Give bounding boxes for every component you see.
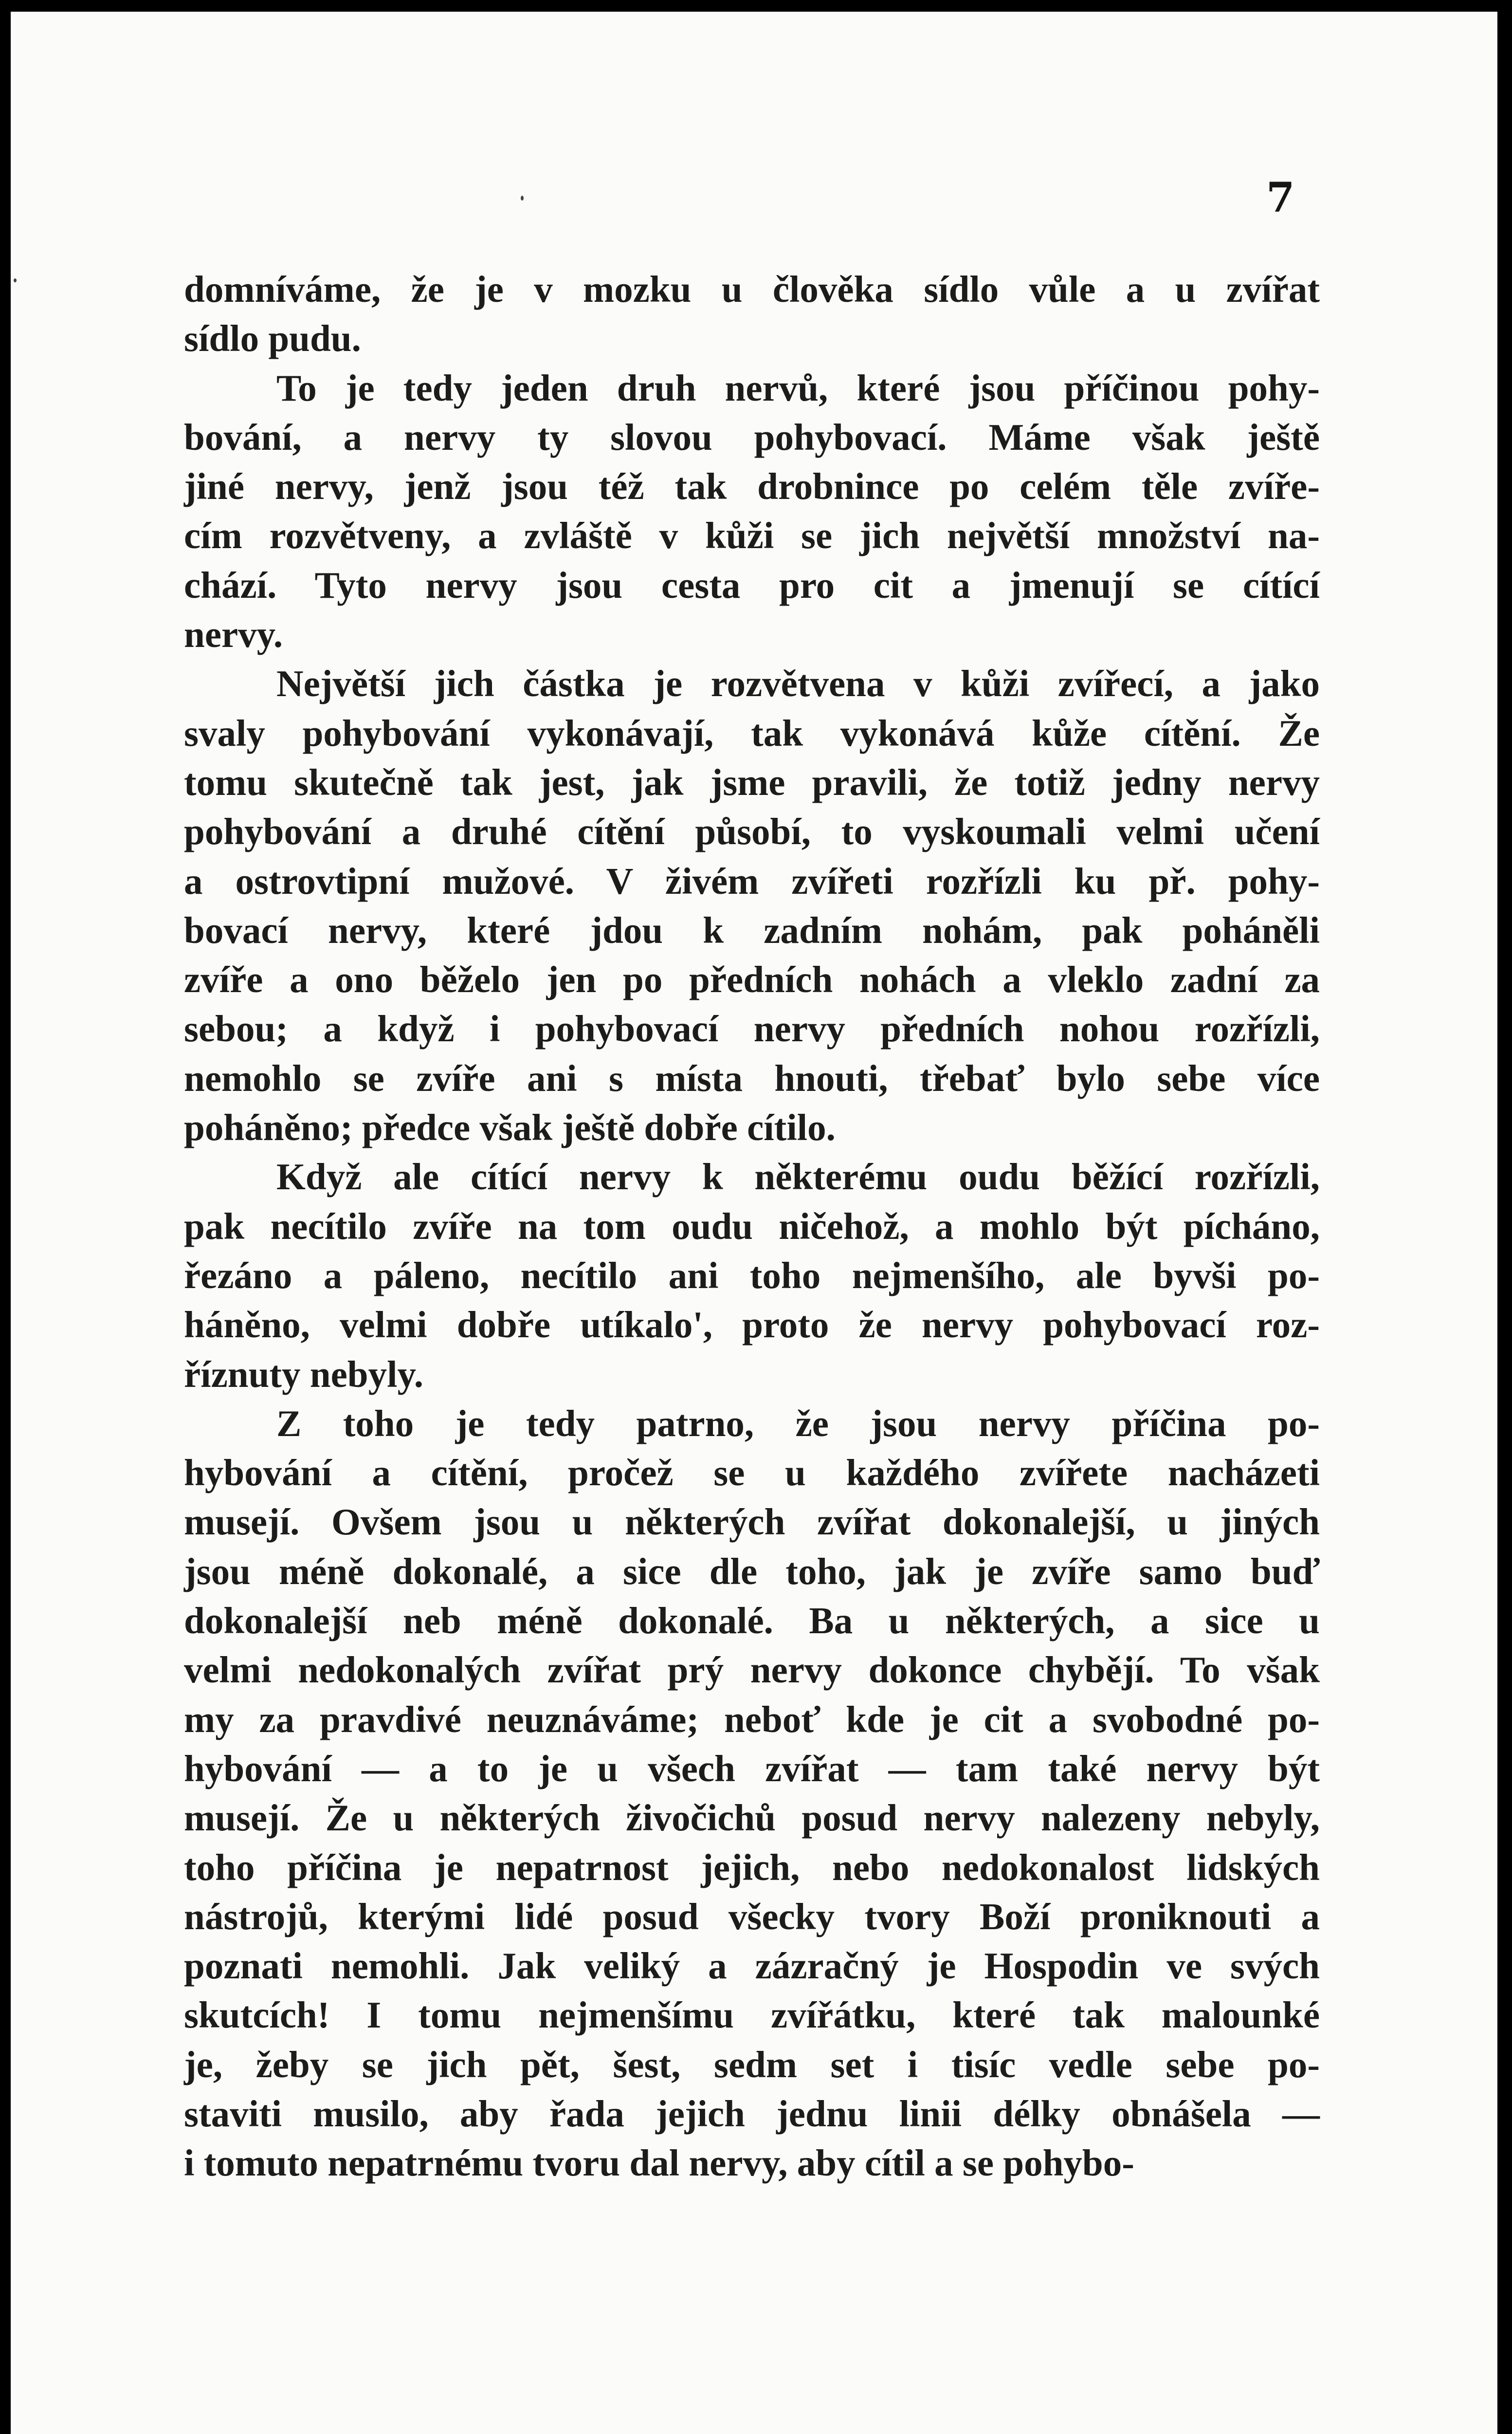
text-line: Z toho je tedy patrno, že jsou nervy příčina po- (276, 1402, 1320, 1444)
text-line: zvíře a ono běželo jen po předních nohách a vleklo zadní za (184, 959, 1320, 1001)
text-line: nástrojů, kterými lidé posud všecky tvory Boží proniknouti a (184, 1895, 1320, 1937)
text-line: pohybování a druhé cítění působí, to vyskoumali velmi učení (184, 811, 1320, 853)
text-line: skutcích! I tomu nejmenšímu zvířátku, které tak malounké (184, 1994, 1320, 2036)
book-page (11, 12, 1497, 2434)
text-line: háněno, velmi dobře utíkalo', proto že nervy pohybovací roz- (184, 1304, 1320, 1346)
text-line: Když ale cítící nervy k některému oudu běžící rozřízli, (276, 1156, 1320, 1198)
paragraph (184, 265, 1320, 364)
text-line: jiné nervy, jenž jsou též tak drobnince po celém těle zvíře- (184, 465, 1320, 508)
text-line: sídlo pudu. (184, 317, 361, 360)
text-line: poháněno; předce však ještě dobře cítilo. (184, 1106, 836, 1149)
print-speck (14, 278, 17, 282)
text-line: říznuty nebyly. (184, 1353, 424, 1395)
text-line: musejí. Že u některých živočichů posud nervy nalezeny nebyly, (184, 1797, 1320, 1839)
text-line: Největší jich částka je rozvětvena v kůži zvířecí, a jako (276, 663, 1320, 705)
print-speck (521, 196, 524, 201)
text-line: bování, a nervy ty slovou pohybovací. Máme však ještě (184, 416, 1320, 458)
text-line: my za pravdivé neuznáváme; neboť kde je cit a svobodné po- (184, 1698, 1320, 1740)
page-number: 7 (1266, 173, 1295, 221)
paragraph (184, 1152, 1320, 1399)
text-line: řezáno a páleno, necítilo ani toho nejmenšího, ale byvši po- (184, 1254, 1320, 1296)
text-line: musejí. Ovšem jsou u některých zvířat dokonalejší, u jiných (184, 1501, 1320, 1543)
text-line: a ostrovtipní mužové. V živém zvířeti rozřízli ku př. pohy- (184, 860, 1320, 902)
text-line: i tomuto nepatrnému tvoru dal nervy, aby cítil a se pohybo- (184, 2142, 1134, 2184)
body-text (184, 265, 1320, 2188)
text-line: velmi nedokonalých zvířat prý nervy dokonce chybějí. To však (184, 1649, 1320, 1691)
text-line: nervy. (184, 613, 283, 656)
text-line: dokonalejší neb méně dokonalé. Ba u některých, a sice u (184, 1600, 1320, 1642)
text-line: nemohlo se zvíře ani s místa hnouti, třebať bylo sebe více (184, 1057, 1320, 1099)
text-line: cím rozvětveny, a zvláště v kůži se jich největší množství na- (184, 515, 1320, 557)
paragraph (184, 364, 1320, 660)
text-line: poznati nemohli. Jak veliký a zázračný je Hospodin ve svých (184, 1945, 1320, 1987)
text-line: To je tedy jeden druh nervů, které jsou příčinou pohy- (276, 367, 1320, 409)
text-line: je, žeby se jich pět, šest, sedm set i tisíc vedle sebe po- (184, 2043, 1320, 2085)
text-line: staviti musilo, aby řada jejich jednu linii délky obnášela — (184, 2092, 1320, 2135)
text-line: bovací nervy, které jdou k zadním nohám, pak poháněli (184, 909, 1320, 951)
text-line: pak necítilo zvíře na tom oudu ničehož, a mohlo být pícháno, (184, 1205, 1320, 1247)
text-line: hybování a cítění, pročež se u každého zvířete nacházeti (184, 1452, 1320, 1494)
paragraph (184, 659, 1320, 1152)
text-line: toho příčina je nepatrnost jejich, nebo nedokonalost lidských (184, 1846, 1320, 1888)
text-line: jsou méně dokonalé, a sice dle toho, jak je zvíře samo buď (184, 1550, 1320, 1592)
text-line: svaly pohybování vykonávají, tak vykonává kůže cítění. Že (184, 712, 1320, 754)
text-line: chází. Tyto nervy jsou cesta pro cit a jmenují se cítící (184, 564, 1320, 606)
text-line: domníváme, že je v mozku u člověka sídlo vůle a u zvířat (184, 268, 1320, 310)
text-line: sebou; a když i pohybovací nervy předních nohou rozřízli, (184, 1008, 1320, 1050)
text-line: tomu skutečně tak jest, jak jsme pravili, že totiž jedny nervy (184, 761, 1320, 803)
paragraph (184, 1399, 1320, 2188)
text-line: hybování — a to je u všech zvířat — tam také nervy být (184, 1747, 1320, 1789)
